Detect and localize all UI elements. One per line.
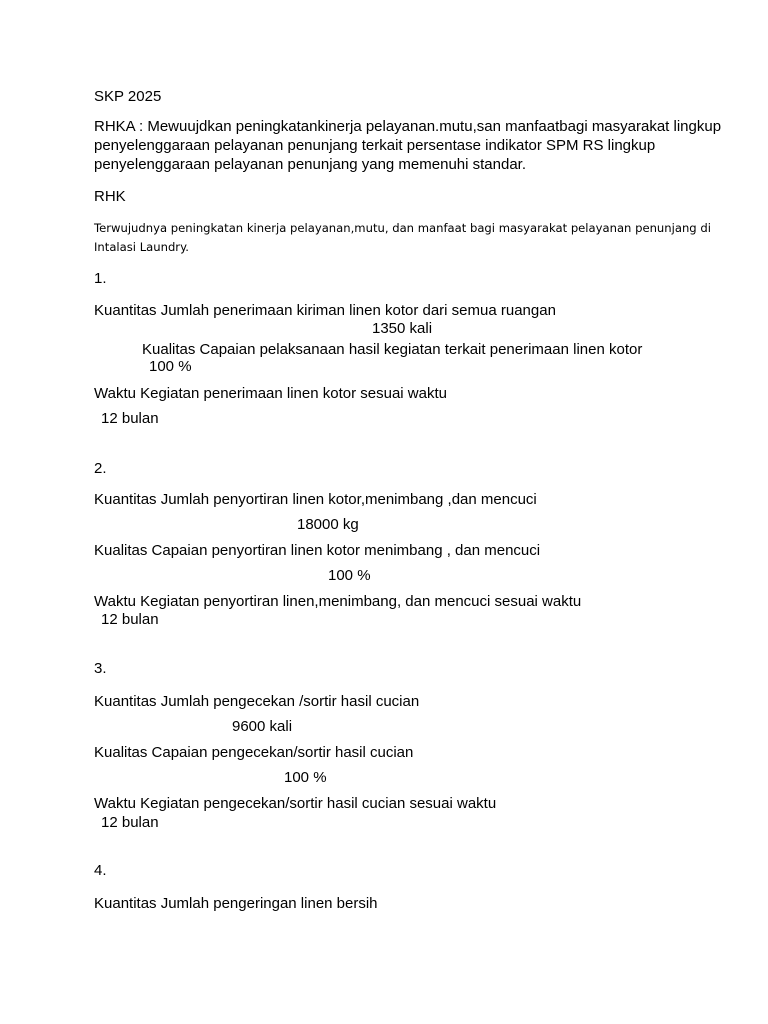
item-kuantitas: Kuantitas Jumlah pengecekan /sortir hasil cucian [94,693,420,710]
item-waktu: Waktu Kegiatan pengecekan/sortir hasil cucian sesuai waktu [94,795,497,812]
item-waktu: Waktu Kegiatan penerimaan linen kotor sesuai waktu [94,385,447,402]
item-kualitas: Kualitas Capaian penyortiran linen kotor menimbang , dan mencuci [94,542,541,559]
item-kuantitas-value: 9600 kali [232,718,293,735]
item-kualitas: Kualitas Capaian pelaksanaan hasil kegiatan terkait penerimaan linen kotor [142,341,643,358]
item-number: 1. [94,270,107,287]
item-waktu-value: 12 bulan [101,814,159,831]
item-waktu-value: 12 bulan [101,410,159,427]
item-kuantitas-value: 1350 kali [372,320,433,337]
item-kuantitas: Kuantitas Jumlah pengeringan linen bersih [94,895,378,912]
rhk-heading: RHK [94,188,126,205]
item-kuantitas: Kuantitas Jumlah penyortiran linen kotor,menimbang ,dan mencuci [94,491,537,508]
rhka-paragraph: RHKA : Mewuujdkan peningkatankinerja pelayanan.mutu,san manfaatbagi masyarakat lingkup penyelenggaraan pelayanan penunjang terkait persentase indikator SPM RS lingkup penyelenggaraan pelayanan penunjang yang memenuhi standar. [94,118,722,173]
item-waktu: Waktu Kegiatan penyortiran linen,menimbang, dan mencuci sesuai waktu [94,593,582,610]
item-kualitas-value: 100 % [149,358,192,375]
item-kuantitas: Kuantitas Jumlah penerimaan kiriman linen kotor dari semua ruangan [94,302,556,319]
item-kualitas-value: 100 % [328,567,371,584]
doc-title: SKP 2025 [94,88,162,105]
item-kualitas-value: 100 % [284,769,327,786]
item-number: 4. [94,862,107,879]
item-waktu-value: 12 bulan [101,611,159,628]
item-kualitas: Kualitas Capaian pengecekan/sortir hasil cucian [94,744,414,761]
item-number: 3. [94,660,107,677]
item-number: 2. [94,460,107,477]
item-kuantitas-value: 18000 kg [297,516,359,533]
rhk-paragraph: Terwujudnya peningkatan kinerja pelayanan,mutu, dan manfaat bagi masyarakat pelayanan penunjang di Intalasi Laundry. [94,221,711,254]
